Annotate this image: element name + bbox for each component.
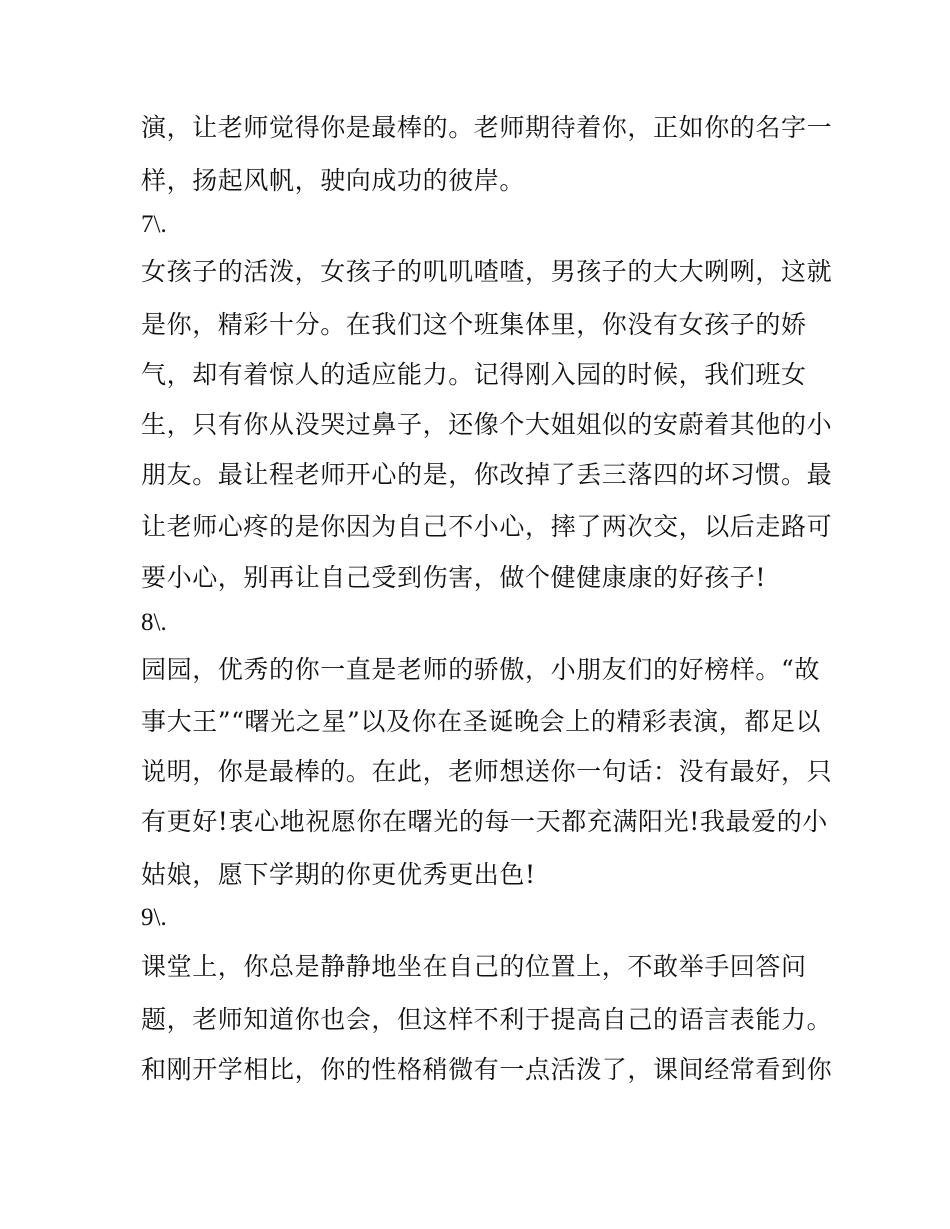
paragraph-line: 和刚开学相比，你的性格稍微有一点活泼了，课间经常看到你	[141, 1055, 833, 1084]
paragraph-line: 有更好!衷心地祝愿你在曙光的每一天都充满阳光!我最爱的小	[141, 807, 828, 836]
paragraph-line: 气，却有着惊人的适应能力。记得刚入园的时候，我们班女	[141, 360, 807, 389]
paragraph-line: 生，只有你从没哭过鼻子，还像个大姐姐似的安蔚着其他的小	[141, 410, 833, 439]
paragraph-line: 朋友。最让程老师开心的是，你改掉了丢三落四的坏习惯。最	[141, 460, 833, 489]
paragraph-line: 课堂上，你总是静静地坐在自己的位置上，不敢举手回答问	[141, 952, 807, 981]
item-number-9: 9\.	[141, 904, 167, 931]
item-number-7: 7\.	[141, 211, 167, 238]
paragraph-line: 姑娘，愿下学期的你更优秀更出色!	[141, 860, 536, 889]
paragraph-line: 题，老师知道你也会，但这样不利于提高自己的语言表能力。	[141, 1005, 833, 1034]
paragraph-line: 是你，精彩十分。在我们这个班集体里，你没有女孩子的娇	[141, 310, 807, 339]
paragraph-line: 说明，你是最棒的。在此，老师想送你一句话：没有最好，只	[141, 757, 833, 786]
paragraph-line: 女孩子的活泼，女孩子的叽叽喳喳，男孩子的大大咧咧，这就	[141, 257, 833, 286]
paragraph-line: 样，扬起风帆，驶向成功的彼岸。	[141, 166, 526, 195]
item-number-8: 8\.	[141, 609, 167, 636]
paragraph-line: 事大王”“曙光之星”以及你在圣诞晚会上的精彩表演，都足以	[141, 707, 822, 736]
paragraph-line: 要小心，别再让自己受到伤害，做个健健康康的好孩子!	[141, 563, 767, 592]
paragraph-line: 让老师心疼的是你因为自己不小心，摔了两次交，以后走路可	[141, 512, 833, 541]
paragraph-line: 演，让老师觉得你是最棒的。老师期待着你，正如你的名字一	[141, 113, 833, 142]
paragraph-line: 园园，优秀的你一直是老师的骄傲，小朋友们的好榜样。“故	[141, 655, 820, 684]
